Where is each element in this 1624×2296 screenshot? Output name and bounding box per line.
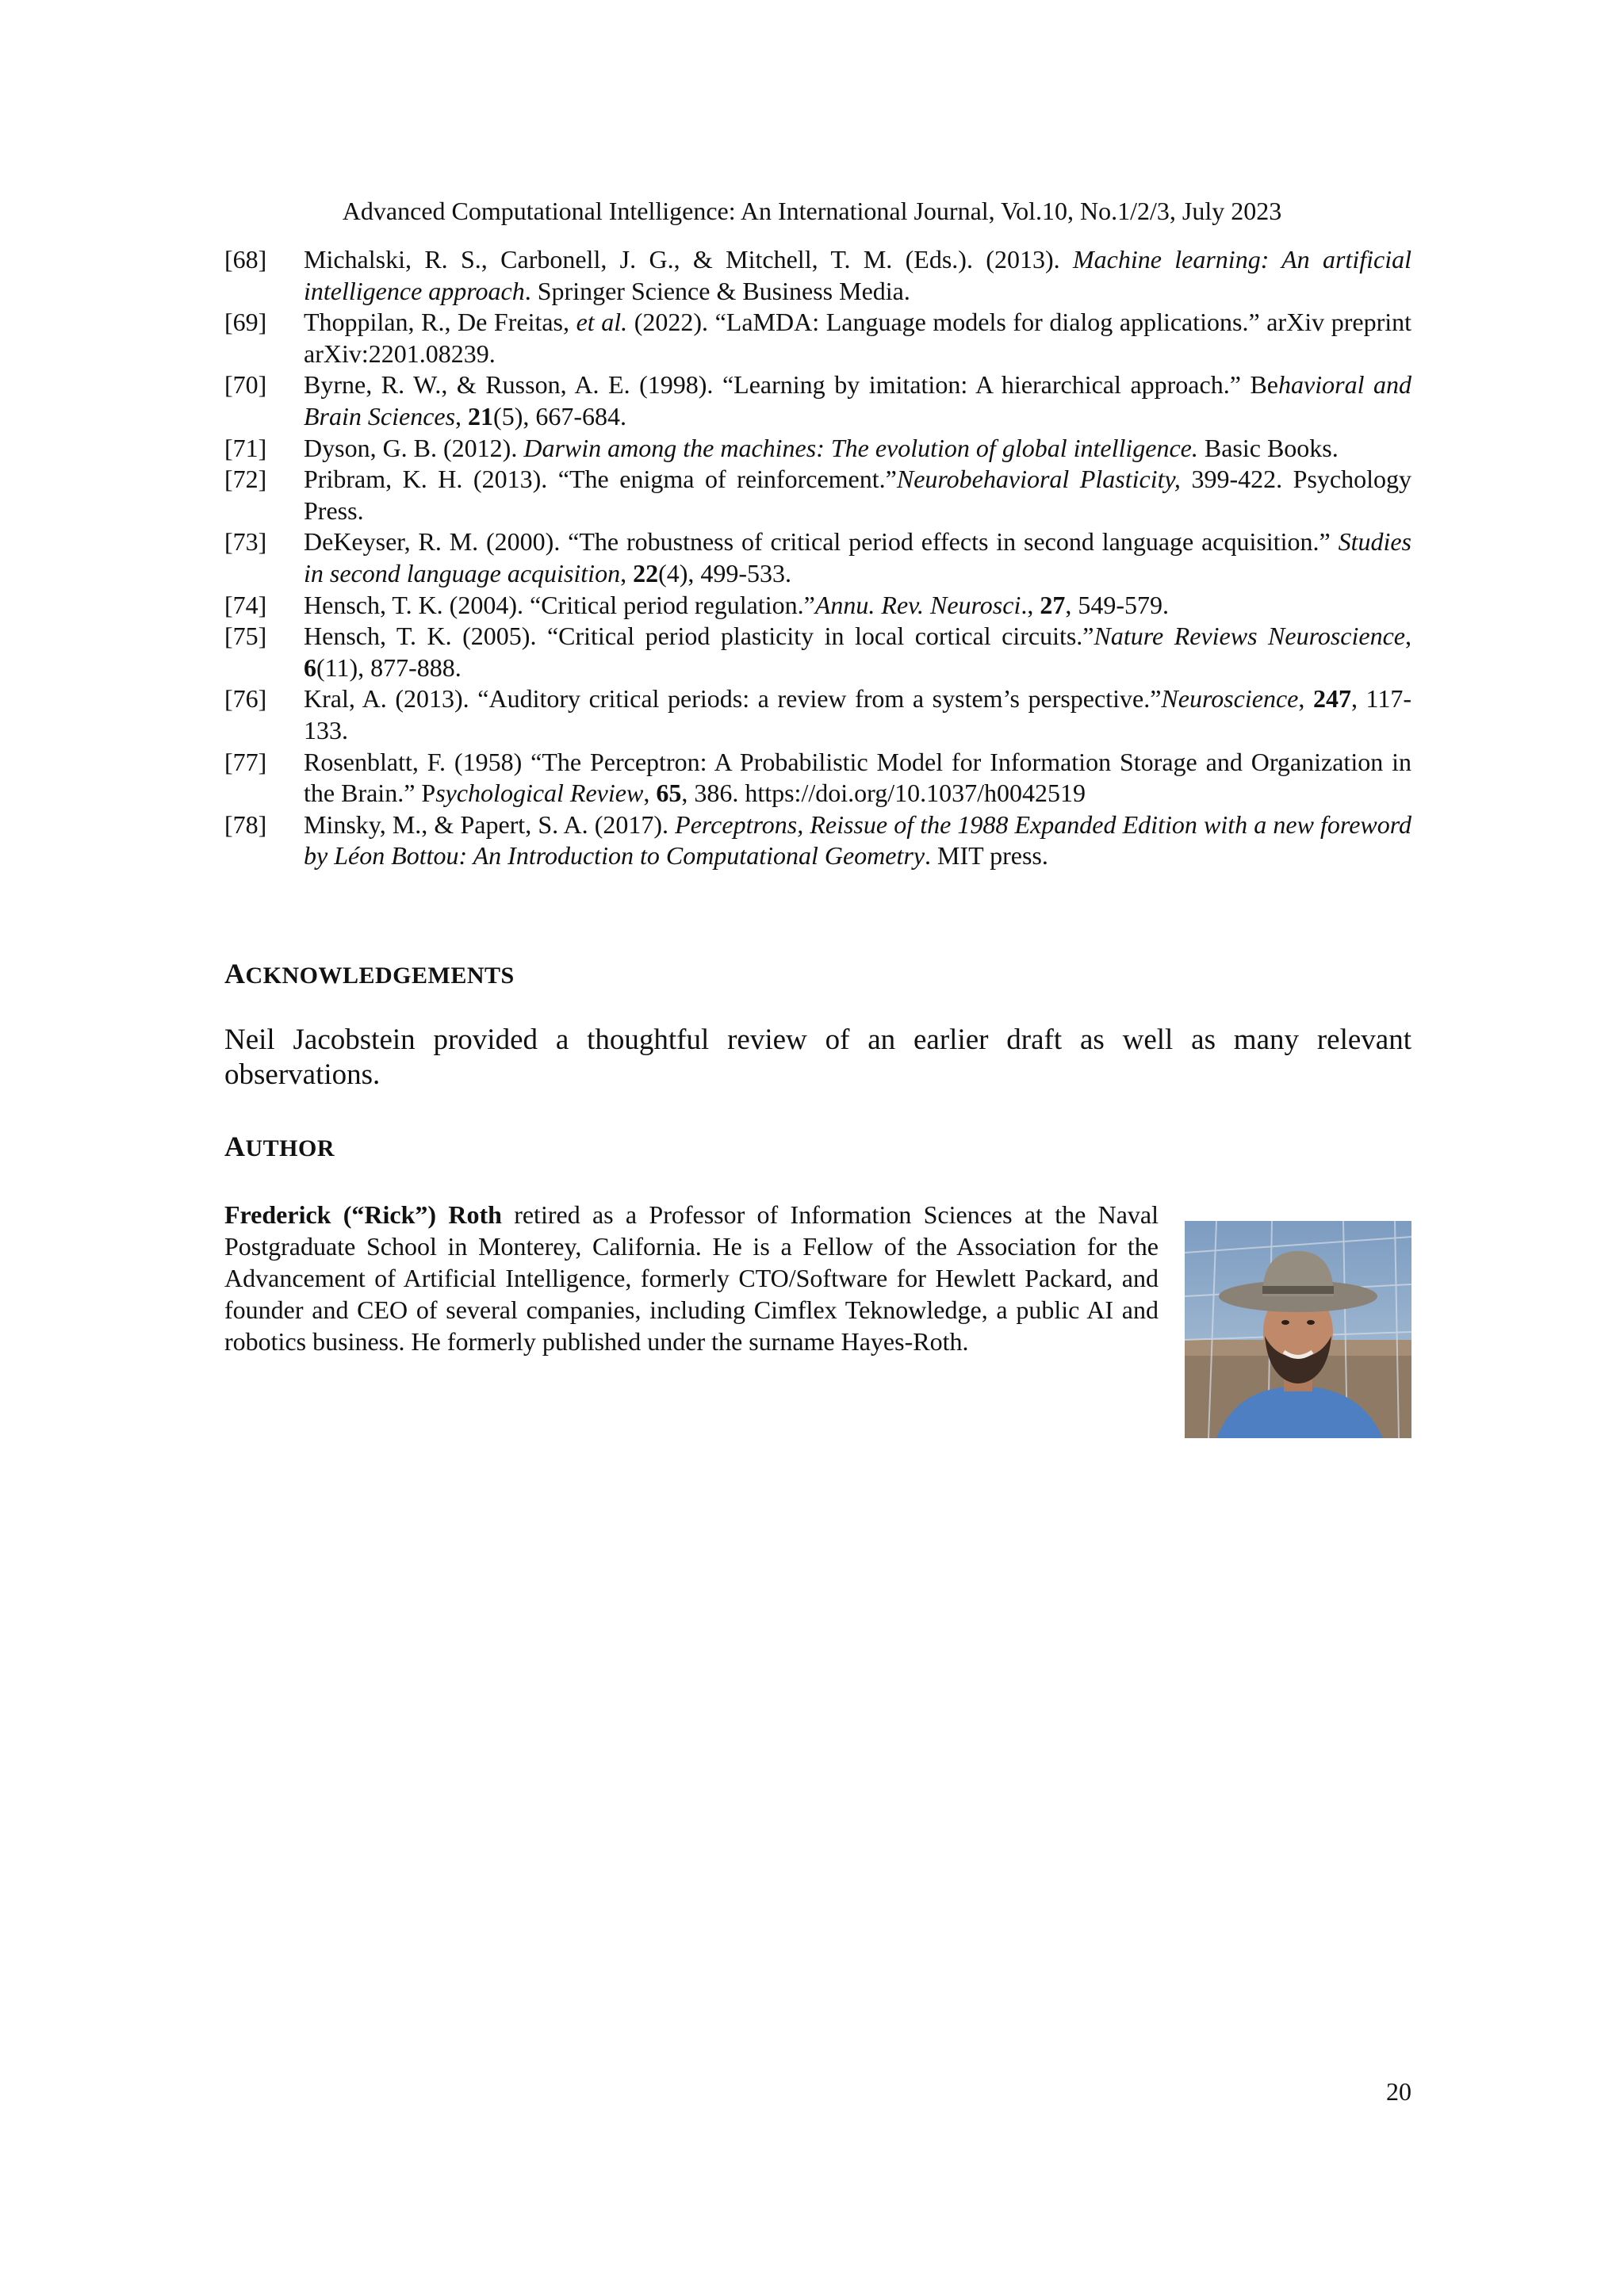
reference-plain-text: . MIT press. bbox=[925, 841, 1048, 871]
reference-item bbox=[224, 809, 1411, 872]
reference-bold-text: 6 bbox=[304, 652, 316, 682]
reference-item bbox=[224, 621, 1411, 683]
author-heading bbox=[224, 1131, 335, 1165]
reference-item bbox=[224, 747, 1411, 809]
reference-text bbox=[304, 307, 1411, 369]
reference-item bbox=[224, 307, 1411, 369]
reference-plain-text: 399-422. Psychology Press. bbox=[304, 465, 1412, 525]
heading-initial: A bbox=[224, 1131, 246, 1162]
reference-italic-text: havioral and Brain Sciences bbox=[304, 370, 1412, 430]
reference-text bbox=[304, 464, 1411, 526]
reference-bold-text: 27 bbox=[1040, 590, 1066, 619]
reference-number: [78] bbox=[224, 809, 267, 839]
reference-plain-text: , bbox=[643, 779, 657, 808]
reference-plain-text: Thoppilan, R., De Freitas, bbox=[304, 308, 576, 337]
reference-number: [71] bbox=[224, 433, 267, 462]
reference-text bbox=[304, 433, 1411, 465]
reference-plain-text: (11), 877-888. bbox=[316, 652, 462, 682]
heading-rest: CKNOWLEDGEMENTS bbox=[245, 962, 515, 989]
reference-number: [69] bbox=[224, 308, 267, 337]
reference-plain-text: Pribram, K. H. (2013). “The enigma of reinforcement.” bbox=[304, 465, 897, 494]
reference-italic-text: et al. bbox=[576, 308, 628, 337]
reference-number: [76] bbox=[224, 684, 267, 714]
reference-bold-text: 21 bbox=[468, 401, 494, 430]
reference-plain-text: Hensch, T. K. (2004). “Critical period regulation.” bbox=[304, 590, 815, 619]
reference-bold-text: 65 bbox=[656, 779, 682, 808]
reference-plain-text: . Springer Science & Business Media. bbox=[524, 276, 910, 305]
reference-item bbox=[224, 526, 1411, 589]
reference-item bbox=[224, 433, 1411, 465]
reference-plain-text: Hensch, T. K. (2005). “Critical period plasticity in local cortical circuits.” bbox=[304, 622, 1094, 651]
reference-text bbox=[304, 747, 1411, 809]
reference-number: [77] bbox=[224, 747, 267, 776]
author-bio-text: retired as a Professor of Information Sciences at the Naval Postgraduate School in Monterey, California. He is a Fellow of the Association for the Advancement of Artificial Intelligence, formerly CTO/Software for Hewlett Packard, and founder and CEO of several companies, including Cimflex Teknowledge, a public AI and robotics business. He formerly published under the surname Hayes-Roth. bbox=[224, 1200, 1159, 1356]
page-number: 20 bbox=[1386, 2077, 1411, 2106]
reference-italic-text: Neuroscience bbox=[1161, 684, 1299, 714]
reference-italic-text: Studies in second language acquisition bbox=[304, 527, 1411, 587]
reference-list bbox=[224, 244, 1411, 872]
reference-italic-text: sychological Review bbox=[435, 779, 644, 808]
heading-rest: UTHOR bbox=[245, 1135, 335, 1161]
reference-number: [72] bbox=[224, 465, 267, 494]
author-photo bbox=[1185, 1221, 1411, 1438]
reference-number: [75] bbox=[224, 622, 267, 651]
running-header: Advanced Computational Intelligence: An International Journal, Vol.10, No.1/2/3, July 2023 bbox=[342, 197, 1282, 225]
reference-plain-text: , 117-133. bbox=[304, 684, 1412, 744]
reference-plain-text: Basic Books. bbox=[1197, 433, 1339, 462]
reference-plain-text: (2022). “LaMDA: Language models for dialog applications.” arXiv preprint arXiv:2201.08239. bbox=[304, 308, 1412, 368]
reference-italic-text: Neurobehavioral Plasticity, bbox=[896, 465, 1181, 494]
reference-italic-text: Machine learning: An artificial intelligence approach bbox=[304, 245, 1412, 305]
reference-text bbox=[304, 244, 1411, 307]
reference-item bbox=[224, 590, 1411, 622]
heading-initial: A bbox=[224, 958, 246, 989]
author-name: Frederick (“Rick”) Roth bbox=[224, 1200, 502, 1229]
acknowledgements-heading bbox=[224, 958, 515, 992]
reference-plain-text: Michalski, R. S., Carbonell, J. G., & Mitchell, T. M. (Eds.). (2013). bbox=[304, 245, 1073, 274]
reference-plain-text: , 386. https://doi.org/10.1037/h0042519 bbox=[681, 779, 1086, 808]
reference-italic-text: Annu. Rev. Neurosci bbox=[814, 590, 1021, 619]
reference-text bbox=[304, 369, 1411, 432]
reference-italic-text: Darwin among the machines: The evolution of global intelligence. bbox=[523, 433, 1198, 462]
reference-text bbox=[304, 526, 1411, 589]
reference-item bbox=[224, 369, 1411, 432]
reference-text bbox=[304, 590, 1411, 622]
reference-plain-text: , bbox=[1405, 622, 1412, 651]
reference-text bbox=[304, 683, 1411, 746]
reference-item bbox=[224, 683, 1411, 746]
reference-plain-text: Rosenblatt, F. (1958) “The Perceptron: A Probabilistic Model for Information Storage and Organization in the Brain.” P bbox=[304, 747, 1411, 808]
reference-plain-text: Minsky, M., & Papert, S. A. (2017). bbox=[304, 809, 676, 839]
reference-plain-text: (4), 499-533. bbox=[658, 558, 792, 587]
reference-item bbox=[224, 464, 1411, 526]
reference-plain-text: (5), 667-684. bbox=[493, 401, 627, 430]
reference-number: [73] bbox=[224, 527, 267, 557]
reference-plain-text: DeKeyser, R. M. (2000). “The robustness of critical period effects in second language acquisition.” bbox=[304, 527, 1339, 557]
reference-number: [70] bbox=[224, 370, 267, 400]
reference-italic-text: Nature Reviews Neuroscience bbox=[1094, 622, 1406, 651]
reference-plain-text: , 549-579. bbox=[1065, 590, 1169, 619]
reference-plain-text: ., bbox=[1021, 590, 1040, 619]
reference-text bbox=[304, 809, 1411, 872]
reference-text bbox=[304, 621, 1411, 683]
reference-bold-text: 247 bbox=[1312, 684, 1351, 714]
reference-item bbox=[224, 244, 1411, 307]
reference-bold-text: 22 bbox=[633, 558, 659, 587]
reference-italic-text: Perceptrons, Reissue of the 1988 Expanded Edition with a new foreword by Léon Bottou: An Introduction to Computational Geometry bbox=[304, 809, 1412, 871]
reference-number: [74] bbox=[224, 590, 267, 619]
reference-plain-text: Byrne, R. W., & Russon, A. E. (1998). “Learning by imitation: A hierarchical approach.” Be bbox=[304, 370, 1279, 400]
author-portrait-illustration bbox=[1185, 1221, 1411, 1438]
reference-plain-text: , bbox=[1298, 684, 1313, 714]
reference-plain-text: , bbox=[620, 558, 634, 587]
reference-plain-text: , bbox=[455, 401, 469, 430]
reference-plain-text: Dyson, G. B. (2012). bbox=[304, 433, 524, 462]
reference-number: [68] bbox=[224, 245, 267, 274]
author-bio bbox=[224, 1199, 1159, 1357]
reference-plain-text: Kral, A. (2013). “Auditory critical periods: a review from a system’s perspective.” bbox=[304, 684, 1162, 714]
acknowledgements-body: Neil Jacobstein provided a thoughtful review of an earlier draft as well as many relevant observations. bbox=[224, 1024, 1411, 1091]
